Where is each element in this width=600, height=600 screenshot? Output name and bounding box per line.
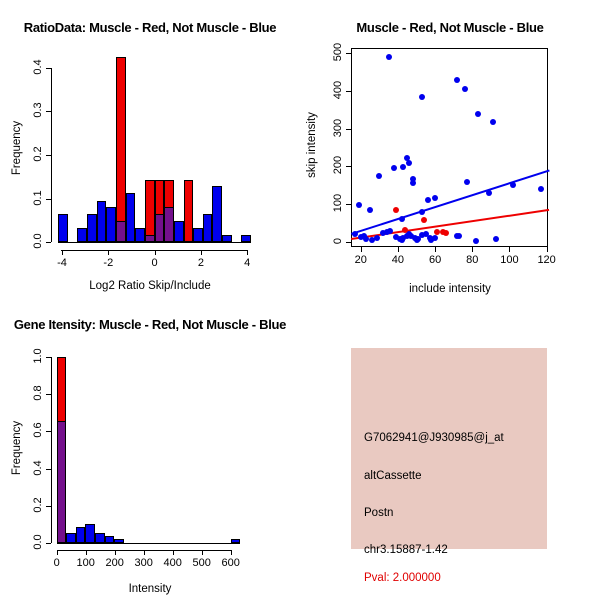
gene-intensity-ylabel: Frequency bbox=[11, 420, 23, 476]
y-axis-tick bbox=[46, 111, 51, 112]
y-tick-label: 0.8 bbox=[31, 385, 44, 401]
scatter-point-blue bbox=[490, 119, 496, 125]
y-tick-label: 0.4 bbox=[31, 59, 44, 75]
coordinates-text: chr3.15887-1.42 bbox=[364, 544, 448, 556]
y-axis-tick bbox=[46, 431, 51, 432]
histogram-bar-blue bbox=[95, 533, 105, 544]
x-tick-label: 200 bbox=[105, 556, 124, 569]
x-tick-label: -2 bbox=[103, 257, 114, 269]
histogram-bar-red bbox=[184, 180, 194, 242]
x-tick-label: 20 bbox=[354, 253, 367, 266]
y-tick-label: 0.3 bbox=[31, 102, 44, 119]
y-axis-tick bbox=[46, 68, 51, 69]
y-axis-tick bbox=[46, 543, 51, 544]
y-axis-tick bbox=[346, 166, 351, 167]
y-axis-tick bbox=[46, 199, 51, 200]
y-tick-label: 0.0 bbox=[31, 534, 44, 550]
y-tick-label: 400 bbox=[331, 80, 344, 100]
x-tick-label: 40 bbox=[391, 253, 405, 266]
y-tick-label: 300 bbox=[331, 118, 344, 137]
x-axis-tick bbox=[201, 250, 202, 255]
x-axis-tick bbox=[86, 550, 87, 555]
histogram-bar-blue bbox=[126, 193, 136, 242]
scatter-title: Muscle - Red, Not Muscle - Blue bbox=[356, 20, 544, 35]
scatter-point-blue bbox=[367, 207, 373, 213]
scatter-point-blue bbox=[473, 238, 479, 244]
histogram-bar-purple bbox=[57, 421, 67, 543]
histogram-bar-blue bbox=[212, 186, 222, 243]
x-axis-tick bbox=[231, 550, 232, 555]
scatter-xlabel: include intensity bbox=[409, 283, 491, 295]
x-tick-label: 300 bbox=[134, 556, 153, 569]
x-axis-tick bbox=[509, 247, 510, 252]
histogram-bar-blue bbox=[105, 536, 115, 543]
y-tick-label: 0.4 bbox=[31, 460, 44, 476]
y-tick-label: 0.6 bbox=[31, 422, 44, 438]
x-axis-tick bbox=[361, 247, 362, 252]
scatter-point-blue bbox=[432, 195, 438, 201]
y-axis-tick bbox=[346, 91, 351, 92]
scatter-point-blue bbox=[419, 209, 425, 215]
splice-event-text: altCassette bbox=[364, 470, 422, 482]
histogram-bar-blue bbox=[135, 228, 145, 242]
y-axis-tick bbox=[46, 506, 51, 507]
panel-gene-intensity-histogram bbox=[0, 300, 300, 600]
histogram-bar-blue bbox=[203, 214, 213, 242]
x-tick-label: 2 bbox=[197, 257, 204, 269]
y-axis-tick bbox=[346, 204, 351, 205]
scatter-point-blue bbox=[410, 180, 416, 186]
x-tick-label: -4 bbox=[57, 257, 67, 269]
y-axis-tick bbox=[346, 53, 351, 54]
histogram-bar-blue bbox=[77, 228, 87, 242]
scatter-point-blue bbox=[464, 179, 470, 185]
histogram-bar-purple bbox=[145, 235, 155, 242]
y-axis-line bbox=[51, 68, 52, 242]
y-tick-label: 200 bbox=[331, 156, 344, 175]
histogram-bar-blue bbox=[58, 214, 68, 242]
x-tick-label: 100 bbox=[76, 556, 95, 569]
gene-intensity-title: Gene Itensity: Muscle - Red, Not Muscle - Blue bbox=[13, 317, 287, 332]
scatter-point-blue bbox=[399, 216, 405, 222]
probeset-id-text: G7062941@J930985@j_at bbox=[364, 432, 504, 444]
histogram-bar-purple bbox=[155, 214, 165, 242]
histogram-bar-blue bbox=[114, 539, 124, 543]
scatter-point-blue bbox=[475, 111, 481, 117]
x-axis-tick bbox=[173, 550, 174, 555]
x-axis-tick bbox=[144, 550, 145, 555]
y-axis-tick bbox=[46, 394, 51, 395]
histogram-bar-blue bbox=[231, 539, 241, 543]
pval-text: Pval: 2.000000 bbox=[364, 572, 441, 584]
x-axis-tick bbox=[155, 250, 156, 255]
x-tick-label: 0 bbox=[151, 257, 158, 269]
y-tick-label: 0.2 bbox=[31, 146, 44, 162]
x-axis-tick bbox=[62, 250, 63, 255]
x-axis-tick bbox=[547, 247, 548, 252]
y-tick-label: 0 bbox=[331, 237, 344, 244]
y-axis-tick bbox=[46, 357, 51, 358]
histogram-bar-blue bbox=[76, 527, 86, 543]
x-axis-tick bbox=[57, 550, 58, 555]
x-axis-tick bbox=[108, 250, 109, 255]
y-axis-tick bbox=[46, 155, 51, 156]
y-axis-tick bbox=[46, 242, 51, 243]
histogram-bar-red bbox=[116, 57, 126, 243]
x-axis-tick bbox=[398, 247, 399, 252]
x-axis-tick bbox=[202, 550, 203, 555]
y-axis-tick bbox=[346, 242, 351, 243]
x-tick-label: 80 bbox=[466, 253, 479, 266]
histogram-bar-blue bbox=[193, 228, 203, 242]
gene-intensity-xlabel: Intensity bbox=[128, 583, 172, 595]
y-axis-line bbox=[51, 357, 52, 544]
plot-box bbox=[351, 48, 549, 247]
scatter-point-blue bbox=[486, 190, 492, 196]
scatter-point-blue bbox=[391, 165, 397, 171]
panel-ratio-histogram bbox=[0, 0, 300, 300]
x-tick-label: 60 bbox=[428, 253, 442, 266]
y-tick-label: 0.2 bbox=[31, 497, 44, 513]
histogram-bar-blue bbox=[106, 207, 116, 242]
histogram-bar-blue bbox=[87, 214, 97, 242]
panel-intensity-scatter bbox=[300, 0, 600, 300]
y-axis-tick bbox=[346, 129, 351, 130]
histogram-baseline bbox=[58, 242, 251, 243]
panel-info-box bbox=[300, 300, 600, 600]
histogram-bar-red bbox=[145, 180, 155, 242]
scatter-point-blue bbox=[454, 77, 460, 83]
histogram-bar-purple bbox=[164, 207, 174, 242]
histogram-bar-purple bbox=[116, 221, 126, 242]
y-tick-label: 0.0 bbox=[31, 233, 44, 249]
ratio-histogram-ylabel: Frequency bbox=[11, 120, 23, 176]
x-tick-label: 120 bbox=[537, 253, 556, 266]
histogram-bar-blue bbox=[97, 201, 107, 242]
ratio-histogram-xlabel: Log2 Ratio Skip/Include bbox=[89, 280, 211, 292]
x-tick-label: 100 bbox=[500, 253, 519, 266]
y-tick-label: 500 bbox=[331, 43, 344, 62]
ratio-histogram-title: RatioData: Muscle - Red, Not Muscle - Blue bbox=[23, 20, 277, 35]
scatter-point-blue bbox=[425, 197, 431, 203]
scatter-point-blue bbox=[386, 54, 392, 60]
y-axis-tick bbox=[46, 469, 51, 470]
x-axis-tick bbox=[472, 247, 473, 252]
histogram-bar-blue bbox=[85, 524, 95, 543]
histogram-bar-blue bbox=[66, 533, 76, 544]
x-axis-tick bbox=[435, 247, 436, 252]
gene-symbol-text: Postn bbox=[364, 507, 394, 519]
info-box bbox=[351, 348, 547, 584]
scatter-ylabel: skip intensity bbox=[306, 112, 318, 178]
histogram-bar-blue bbox=[241, 235, 251, 242]
x-axis-tick bbox=[247, 250, 248, 255]
y-tick-label: 1.0 bbox=[31, 348, 44, 364]
histogram-bar-blue bbox=[174, 221, 184, 242]
x-tick-label: 0 bbox=[53, 556, 60, 569]
y-tick-label: 0.1 bbox=[31, 190, 44, 206]
x-tick-label: 500 bbox=[192, 556, 211, 569]
histogram-baseline bbox=[57, 543, 241, 544]
scatter-point-red bbox=[421, 217, 427, 223]
x-tick-label: 400 bbox=[163, 556, 182, 569]
histogram-bar-blue bbox=[222, 235, 232, 242]
x-tick-label: 600 bbox=[221, 556, 240, 569]
x-axis-tick bbox=[115, 550, 116, 555]
x-tick-label: 4 bbox=[244, 257, 251, 269]
y-tick-label: 100 bbox=[331, 193, 344, 213]
